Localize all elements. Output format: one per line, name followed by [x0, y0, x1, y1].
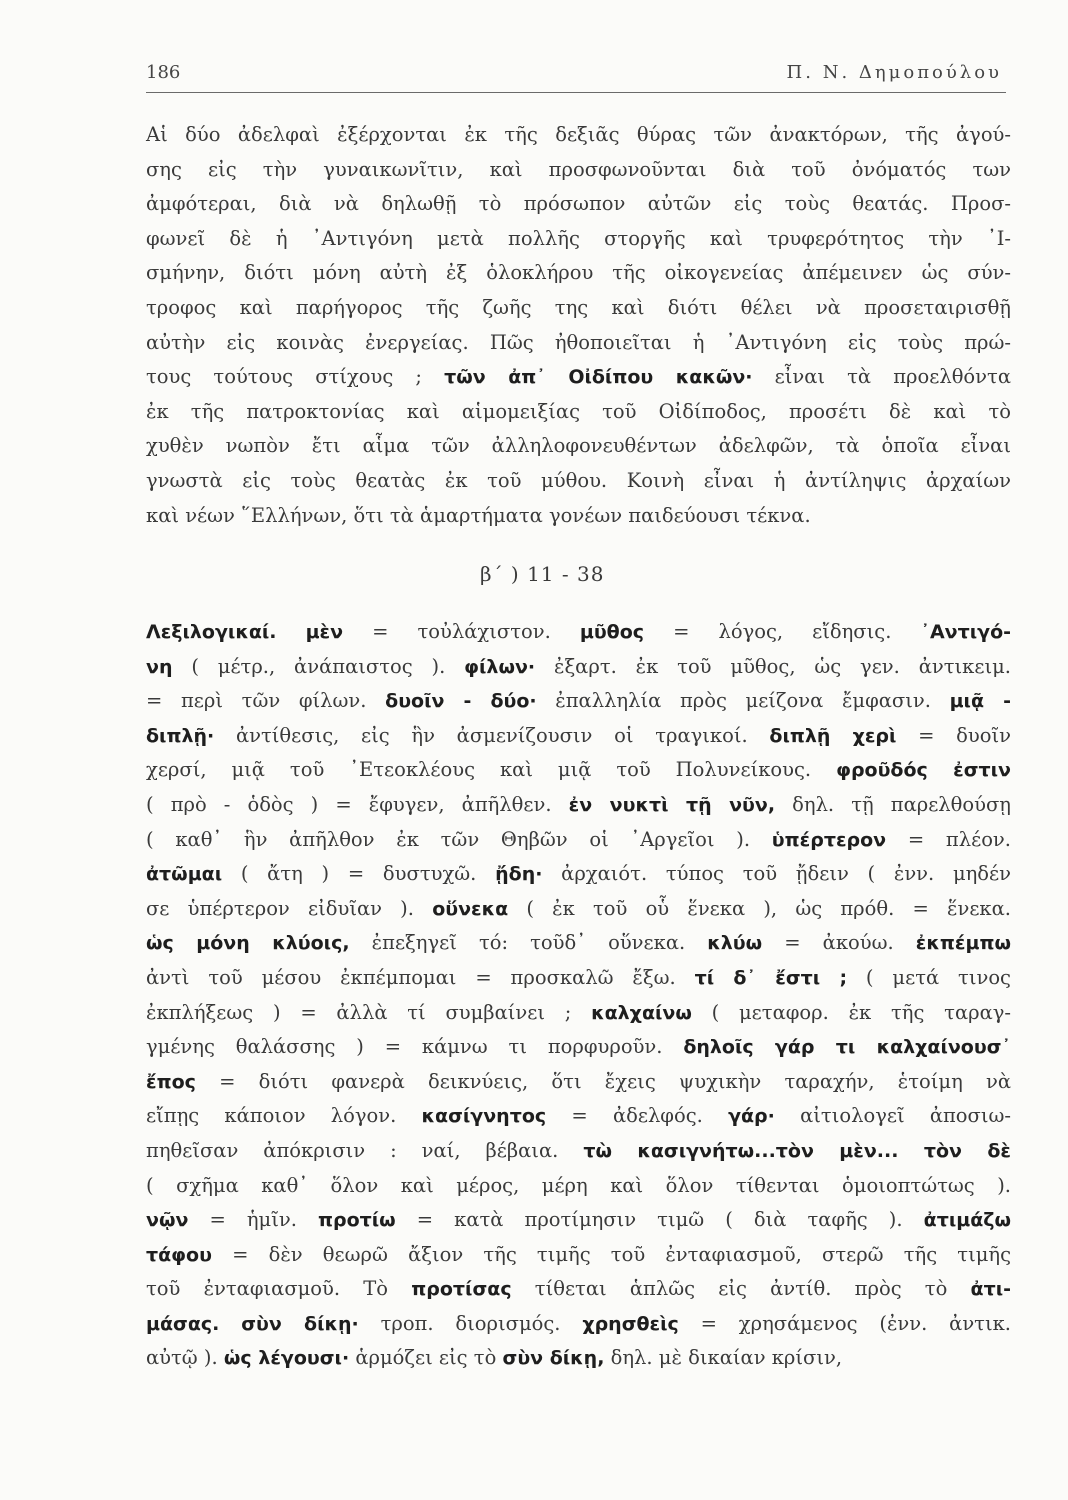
text-run: ( ἄτη ) = δυστυχῶ. — [222, 862, 496, 886]
text-run: = δυοῖν — [896, 723, 1011, 747]
lemma-term: νη — [146, 655, 173, 678]
lemma-term: φίλων· — [464, 655, 536, 678]
text-line — [146, 187, 1011, 222]
text-run: = περὶ τῶν φίλων. — [146, 689, 386, 713]
text-run: ἐπαλληλία πρὸς μείζονα ἔμφασιν. — [536, 689, 950, 713]
text-run: ἐκπλήξεως ) = ἀλλὰ τί συμβαίνει ; — [146, 1000, 592, 1024]
lemma-term: μάσας. — [146, 1312, 220, 1335]
text-run: ἐπεξηγεῖ τό: τοῦδ᾿ οὕνεκα. — [349, 931, 708, 955]
text-line — [146, 499, 1011, 534]
text-run: εἶναι τὰ προελθόντα — [752, 365, 1011, 389]
lemma-term: ἔπος — [146, 1070, 196, 1093]
text-run: δηλ. μὲ δικαίαν κρίσιν, — [604, 1346, 843, 1370]
section-subheading: β΄ ) 11 - 38 — [480, 562, 605, 586]
lemma-term: νῷν — [146, 1209, 189, 1232]
page-number: 186 — [146, 62, 181, 83]
lemma-term: ὡς λέγουσι· — [223, 1347, 350, 1370]
text-run: αὐτῷ ). — [146, 1346, 224, 1370]
lemma-term: ᾔδη· — [495, 863, 543, 886]
text-run: δηλ. τῇ παρελθούσῃ — [775, 792, 1011, 816]
lemma-term: χρησθεὶς — [582, 1312, 679, 1335]
text-run: φωνεῖ δὲ ἡ ᾿Αντιγόνη μετὰ πολλῆς στοργῆς καὶ τρυφερότητος τὴν ᾿Ι- — [146, 226, 1011, 250]
text-line — [146, 1272, 1011, 1307]
text-line — [146, 118, 1011, 153]
text-line — [146, 615, 1011, 650]
text-run: αἰτιολογεῖ ἀποσιω- — [774, 1104, 1011, 1128]
text-run: τοῦ ἐνταφιασμοῦ. Τὸ — [146, 1277, 412, 1301]
text-line — [146, 1065, 1011, 1100]
text-run: ( μεταφορ. ἐκ τῆς ταραγ- — [691, 1000, 1011, 1024]
text-line — [146, 256, 1011, 291]
text-line — [146, 684, 1011, 719]
page-header — [146, 58, 1006, 93]
text-line — [146, 291, 1011, 326]
text-run: = κατὰ προτίμησιν τιμῶ ( διὰ ταφῆς ). — [395, 1208, 924, 1232]
text-line — [146, 961, 1011, 996]
lemma-term: σὺν δίκῃ, — [502, 1347, 605, 1370]
text-line — [146, 857, 1011, 892]
text-run: = πλέον. — [886, 827, 1011, 851]
lemma-term: οὕνεκα — [432, 897, 509, 920]
text-run: ἀντίθεσις, εἰς ἣν ἀσμενίζουσιν οἱ τραγικοί. — [214, 723, 770, 747]
text-line — [146, 395, 1011, 430]
text-run: γνωστὰ εἰς τοὺς θεατὰς ἐκ τοῦ μύθου. Κοινὴ εἶναι ἡ ἀντίληψις ἀρχαίων — [146, 468, 1011, 492]
lemma-term: κλύω — [707, 932, 763, 955]
text-run: ( μέτρ., ἀνάπαιστος ). — [172, 654, 465, 678]
text-run: ( σχῆμα καθ᾿ ὅλον καὶ μέρος, μέρη καὶ ὅλον τίθενται ὁμοιοπτώτως ). — [146, 1173, 1011, 1197]
lemma-term: διπλῇ χερὶ — [769, 724, 897, 747]
lemma-term: φροῦδός ἐστιν — [836, 759, 1011, 782]
text-line — [146, 719, 1011, 754]
text-run — [219, 1312, 241, 1335]
text-line — [146, 1169, 1011, 1204]
text-line — [146, 996, 1011, 1031]
text-run: ἐξαρτ. ἐκ τοῦ μῦθος, ὡς γεν. ἀντικειμ. — [535, 654, 1011, 678]
text-line — [146, 1307, 1011, 1342]
text-line — [146, 753, 1011, 788]
text-run: χυθὲν νωπὸν ἔτι αἷμα τῶν ἀλληλοφονευθέντων ἀδελφῶν, τὰ ὁποῖα εἶναι — [146, 434, 1011, 458]
text-line — [146, 326, 1011, 361]
lemma-term: καλχαίνω — [591, 1001, 692, 1024]
text-run: καὶ νέων ῞Ελλήνων, ὅτι τὰ ἁμαρτήματα γονέων παιδεύουσι τέκνα. — [146, 503, 811, 527]
text-run: τους τούτους στίχους ; — [146, 365, 445, 389]
text-run: = χρησάμενος (ἐνν. ἀντικ. — [678, 1311, 1012, 1335]
text-run: τροφος καὶ παρήγορος τῆς ζωῆς της καὶ διότι θέλει νὰ προσεταιρισθῇ — [146, 295, 1011, 319]
text-line — [146, 926, 1011, 961]
lemma-term: Λεξιλογικαί. — [146, 621, 277, 643]
text-run: σε ὑπέρτερον εἰδυῖαν ). — [146, 896, 433, 920]
lemma-term: προτίω — [317, 1209, 396, 1232]
lemma-term: γάρ· — [728, 1105, 775, 1128]
text-line — [146, 1134, 1011, 1169]
text-line — [146, 1238, 1011, 1273]
text-line — [146, 1030, 1011, 1065]
lemma-term: κασίγνητος — [421, 1105, 547, 1128]
text-run: πηθεῖσαν ἀπόκρισιν : ναί, βέβαια. — [146, 1138, 584, 1162]
lemma-term: τὼ κασιγνήτω...τὸν μὲν... τὸν δὲ — [583, 1139, 1011, 1162]
lemma-term: δυοῖν - δύο· — [385, 690, 537, 713]
text-run: = τοὐλάχιστον. — [343, 620, 580, 643]
text-run: Αἱ δύο ἀδελφαὶ ἐξέρχονται ἐκ τῆς δεξιᾶς θύρας τῶν ἀνακτόρων, τῆς ἀγού- — [146, 123, 1011, 146]
text-run: = ἀδελφός. — [546, 1104, 729, 1128]
lemma-term: τάφου — [146, 1243, 212, 1266]
text-run: ( μετά τινος — [847, 965, 1011, 989]
text-run: χερσί, μιᾷ τοῦ ᾿Ετεοκλέους καὶ μιᾷ τοῦ Πολυνείκους. — [146, 758, 837, 782]
lemma-term: ἐν νυκτὶ τῇ νῦν, — [568, 793, 776, 816]
text-run: ἁρμόζει εἰς τὸ — [349, 1346, 503, 1370]
lemma-term: ὡς μόνη κλύοις, — [146, 932, 350, 955]
text-run — [277, 620, 306, 643]
lemma-term: τῶν ἀπ᾿ Οἰδίπου κακῶν· — [444, 366, 753, 389]
text-line — [146, 788, 1011, 823]
text-line — [146, 429, 1011, 464]
text-line — [146, 650, 1011, 685]
glossary-paragraph — [146, 615, 1011, 1376]
lemma-term: δηλοῖς γάρ τι καλχαίνουσ᾿ — [683, 1036, 1011, 1059]
lemma-term: προτίσας — [411, 1278, 512, 1301]
text-line — [146, 153, 1011, 188]
text-run: = ἡμῖν. — [188, 1208, 318, 1232]
lemma-term: διπλῇ· — [146, 724, 215, 747]
text-run: = ἀκούω. — [762, 931, 916, 955]
text-line — [146, 823, 1011, 858]
text-run: εἴπῃς κάποιον λόγον. — [146, 1104, 422, 1128]
text-line — [146, 464, 1011, 499]
text-run: γμένης θαλάσσης ) = κάμνω τι πορφυροῦν. — [146, 1035, 684, 1059]
text-run: = λόγος, εἴδησις. — [644, 620, 921, 643]
text-line — [146, 222, 1011, 257]
text-run: ( ἐκ τοῦ οὗ ἕνεκα ), ὡς πρόθ. = ἕνεκα. — [508, 896, 1011, 920]
lemma-term: ᾿Αντιγό- — [920, 621, 1012, 643]
text-run: = διότι φανερὰ δεικνύεις, ὅτι ἔχεις ψυχικὴν ταραχήν, ἑτοίμη νὰ — [195, 1069, 1011, 1093]
intro-paragraph — [146, 118, 1011, 533]
text-run: = δὲν θεωρῶ ἄξιον τῆς τιμῆς τοῦ ἐνταφιασμοῦ, στερῶ τῆς τιμῆς — [211, 1242, 1011, 1266]
lemma-term: ὑπέρτερον — [771, 828, 887, 851]
lemma-term: ἐκπέμπω — [915, 932, 1012, 955]
lemma-term: μὲν — [305, 621, 344, 643]
lemma-term: μῦθος — [579, 621, 645, 643]
text-line — [146, 1203, 1011, 1238]
text-run: ἀρχαιότ. τύπος τοῦ ᾔδειν ( ἐνν. μηδέν — [542, 862, 1011, 886]
text-run: ἀντὶ τοῦ μέσου ἐκπέμπομαι = προσκαλῶ ἔξω. — [146, 965, 695, 989]
lemma-term: ἀτιμάζω — [923, 1209, 1011, 1232]
lemma-term: ἀτι- — [970, 1278, 1012, 1301]
text-run: τροπ. διορισμός. — [358, 1311, 583, 1335]
text-line — [146, 1341, 1011, 1376]
text-line — [146, 892, 1011, 927]
text-run: ἀμφότεραι, διὰ νὰ δηλωθῇ τὸ πρόσωπον αὐτῶν εἰς τοὺς θεατάς. Προσ- — [146, 192, 1011, 216]
text-run: σης εἰς τὴν γυναικωνῖτιν, καὶ προσφωνοῦνται διὰ τοῦ ὀνόματός των — [146, 157, 1011, 181]
text-run: ἐκ τῆς πατροκτονίας καὶ αἱμομειξίας τοῦ Οἰδίποδος, προσέτι δὲ καὶ τὸ — [146, 399, 1011, 423]
lemma-term: μιᾷ - — [949, 690, 1011, 713]
text-run: τίθεται ἁπλῶς εἰς ἀντίθ. πρὸς τὸ — [511, 1277, 971, 1301]
text-run: ( πρὸ - ὁδὸς ) = ἔφυγεν, ἀπῆλθεν. — [146, 792, 569, 816]
text-line — [146, 1099, 1011, 1134]
text-run: σμήνην, διότι μόνη αὐτὴ ἐξ ὁλοκλήρου τῆς οἰκογενείας ἀπέμεινεν ὡς σύν- — [146, 261, 1011, 285]
text-line — [146, 360, 1011, 395]
running-head: Π. Ν. Δημοπούλου — [786, 62, 1002, 83]
lemma-term: ἀτῶμαι — [146, 863, 223, 886]
text-run: ( καθ᾿ ἣν ἀπῆλθον ἐκ τῶν Θηβῶν οἱ ᾿Αργεῖοι ). — [146, 827, 772, 851]
lemma-term: σὺν δίκῃ· — [241, 1312, 359, 1335]
text-run: αὐτὴν εἰς κοινὰς ἐνεργείας. Πῶς ἠθοποιεῖται ἡ ᾿Αντιγόνη εἰς τοὺς πρώ- — [146, 330, 1011, 354]
lemma-term: τί δ᾿ ἔστι ; — [694, 966, 848, 989]
